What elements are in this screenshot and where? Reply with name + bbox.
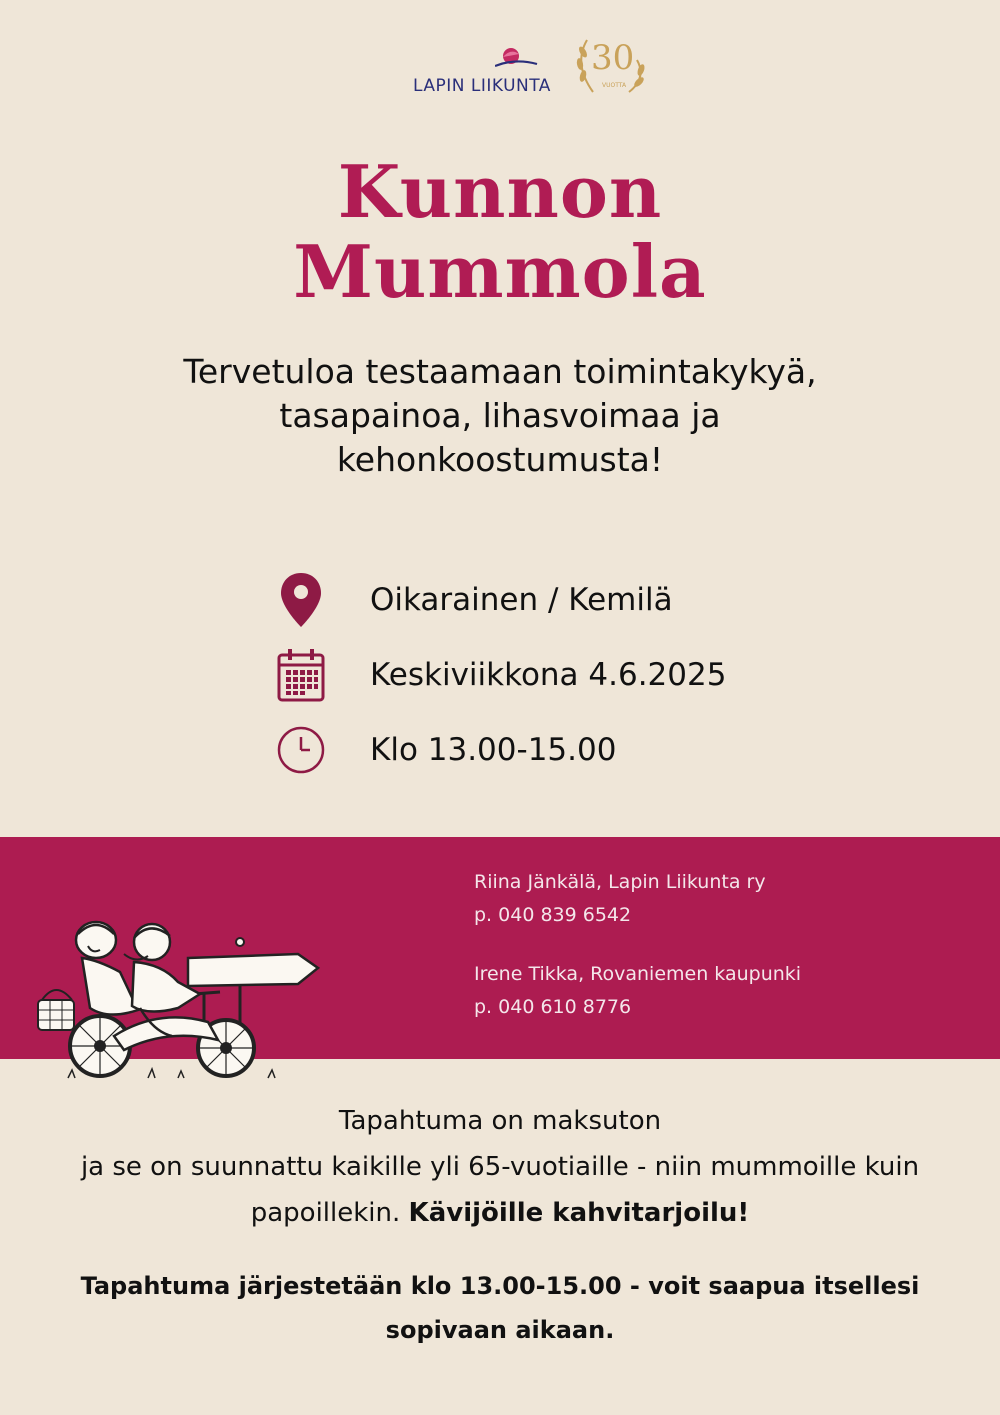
calendar-icon [270,645,332,705]
closing-note [30,1264,970,1352]
closing-line-1: Tapahtuma järjestetään klo 13.00-15.00 - voit saapua itsellesi [80,1272,920,1300]
anniversary-label: VUOTTA [602,82,627,89]
event-description [20,1098,980,1236]
description-line-2: ja se on suunnattu kaikille yli 65-vuotiaille - niin mummoille kuin [80,1152,920,1182]
info-date-row [270,645,726,705]
location-pin-icon [270,570,332,630]
closing-line-2: sopivaan aikaan. [385,1316,615,1344]
time-text: Klo 13.00-15.00 [370,732,617,768]
info-time-row [270,720,616,780]
anniversary-number: 30 [591,38,635,78]
title-line-1: Kunnon [337,149,663,234]
intro-line-2: tasapainoa, lihasvoimaa ja [279,396,721,435]
info-location-row [270,570,673,630]
location-text: Oikarainen / Kemilä [370,582,673,618]
clock-icon [270,720,332,780]
page-title [0,149,1000,314]
description-line-3 [20,1190,980,1236]
contact-1-name: Riina Jänkälä, Lapin Liikunta ry [474,871,766,893]
lapin-liikunta-logo-text: LAPIN LIIKUNTA [413,76,551,96]
description-line-1: Tapahtuma on maksuton [338,1106,662,1136]
description-line-3-plain: papoillekin. [250,1198,409,1228]
contact-2-name: Irene Tikka, Rovaniemen kaupunki [474,963,802,985]
date-text: Keskiviikkona 4.6.2025 [370,657,727,693]
contact-list [474,866,801,1024]
intro-text [100,350,900,482]
title-line-2: Mummola [293,229,707,314]
lapin-liikunta-emblem-icon [495,42,539,76]
intro-line-1: Tervetuloa testaamaan toimintakykyä, [183,352,817,391]
header-logos [405,30,665,100]
contact-2-phone: p. 040 610 8776 [474,996,632,1018]
coffee-note: Kävijöille kahvitarjoilu! [408,1198,750,1228]
intro-line-3: kehonkoostumusta! [336,440,664,479]
moped-couple-illustration [28,912,328,1092]
contact-1-phone: p. 040 839 6542 [474,904,632,926]
